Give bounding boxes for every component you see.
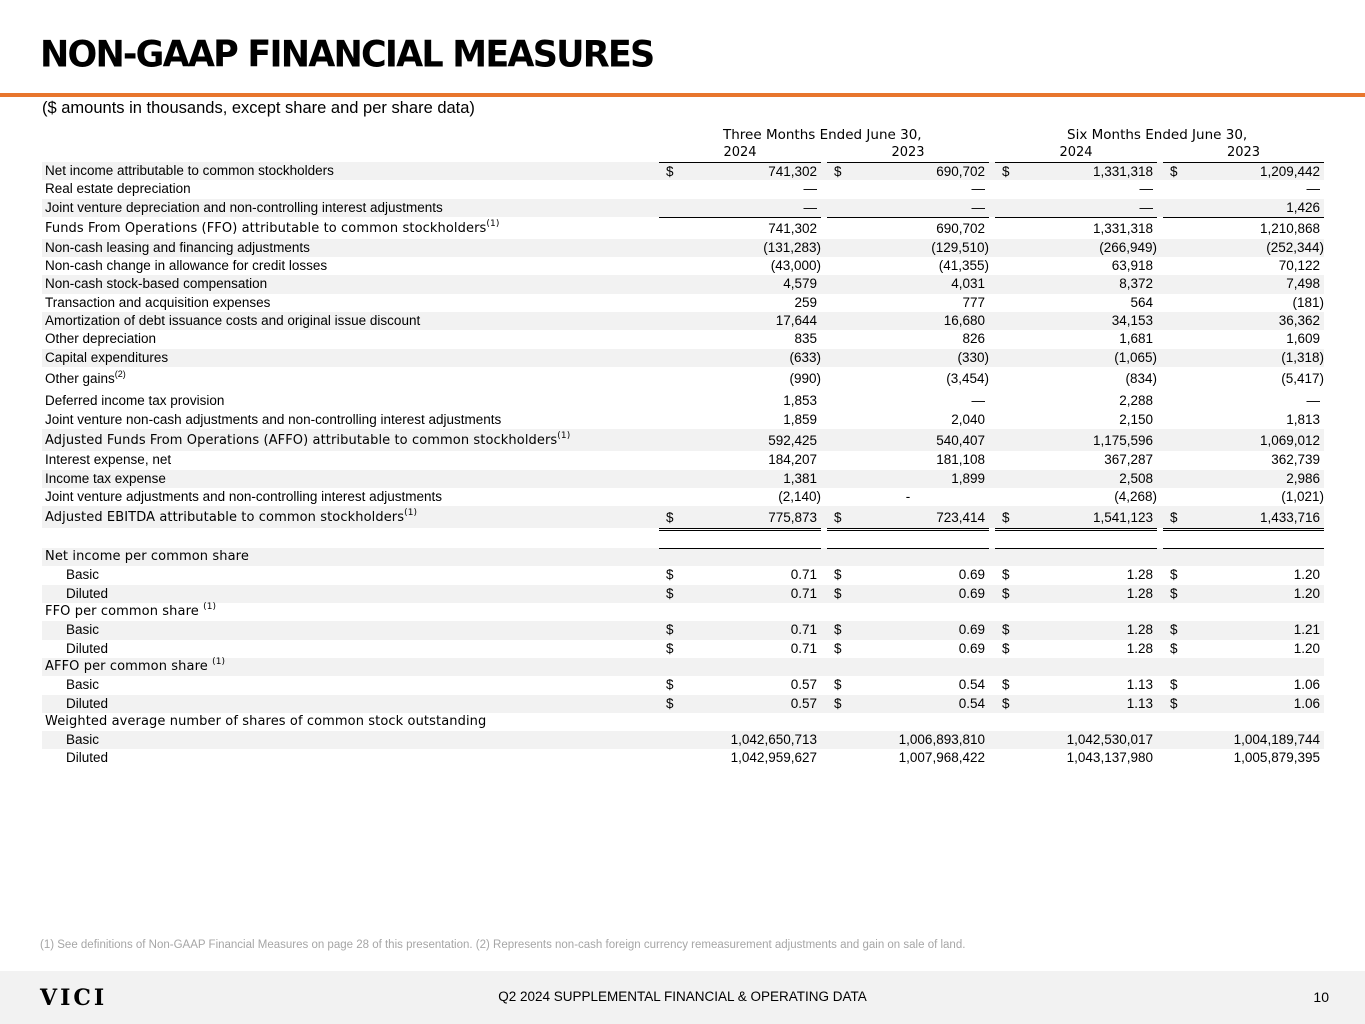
value-cell: — xyxy=(971,181,985,197)
value-cell: 1.28 xyxy=(1126,567,1153,583)
page-title: NON-GAAP FINANCIAL MEASURES xyxy=(40,34,654,76)
value-cell: 2,150 xyxy=(1119,411,1153,427)
row-label: Basic xyxy=(66,677,100,693)
row-label: Transaction and acquisition expenses xyxy=(45,294,271,310)
value-cell: - xyxy=(905,488,911,504)
value-cell: 0.69 xyxy=(958,585,985,601)
year-header: 2023 xyxy=(1226,145,1261,160)
section-label: Weighted average number of shares of common stock outstanding xyxy=(45,713,487,729)
currency-symbol: $ xyxy=(1170,567,1178,583)
value-cell: 1.06 xyxy=(1293,695,1320,711)
value-cell: 741,302 xyxy=(768,220,817,236)
subtitle: ($ amounts in thousands, except share and per share data) xyxy=(42,99,475,117)
footnote-ref: (1) xyxy=(203,602,217,613)
value-cell: 1.28 xyxy=(1126,622,1153,638)
value-cell: 0.69 xyxy=(958,567,985,583)
value-cell: 181,108 xyxy=(936,452,985,468)
row-label: Non-cash change in allowance for credit losses xyxy=(45,258,328,274)
vici-logo: VICI xyxy=(40,985,108,1011)
value-cell: (1,318) xyxy=(1281,349,1324,365)
value-cell: 0.69 xyxy=(958,640,985,656)
row-label: Basic xyxy=(66,622,100,638)
value-cell: 1,042,650,713 xyxy=(730,732,817,748)
value-cell: — xyxy=(1139,181,1153,197)
value-cell: — xyxy=(1306,181,1320,197)
value-cell: 1.13 xyxy=(1126,677,1153,693)
value-cell: (3,454) xyxy=(946,370,989,386)
value-cell: 1,433,716 xyxy=(1259,510,1320,526)
currency-symbol: $ xyxy=(1002,622,1010,638)
table-row xyxy=(42,217,1324,239)
value-cell: 1.06 xyxy=(1293,677,1320,693)
row-label: Diluted xyxy=(66,750,109,766)
value-cell: (2,140) xyxy=(778,488,821,504)
value-cell: 0.54 xyxy=(958,677,985,693)
value-cell: 8,372 xyxy=(1119,276,1153,292)
value-cell: 36,362 xyxy=(1278,313,1320,329)
value-cell: (266,949) xyxy=(1099,239,1157,255)
currency-symbol: $ xyxy=(1002,164,1010,179)
table-row xyxy=(42,621,1324,639)
value-cell: 4,031 xyxy=(951,276,985,292)
value-cell: 2,288 xyxy=(1119,392,1153,408)
value-cell: — xyxy=(803,199,817,215)
value-cell: 367,287 xyxy=(1104,452,1153,468)
row-label: Joint venture depreciation and non-controlling interest adjustments xyxy=(45,199,443,215)
value-cell: 1,426 xyxy=(1286,199,1320,215)
page-number: 10 xyxy=(1313,989,1329,1005)
table-row xyxy=(42,312,1324,330)
currency-symbol: $ xyxy=(834,695,842,711)
value-cell: 1,007,968,422 xyxy=(898,750,985,766)
table-row xyxy=(42,389,1324,411)
currency-symbol: $ xyxy=(1170,677,1178,693)
currency-symbol: $ xyxy=(1002,585,1010,601)
value-cell: (43,000) xyxy=(770,258,821,274)
value-cell: 1,043,137,980 xyxy=(1066,750,1153,766)
currency-symbol: $ xyxy=(666,622,674,638)
currency-symbol: $ xyxy=(1170,164,1178,179)
table-row xyxy=(42,676,1324,694)
row-label: Net income attributable to common stockholders xyxy=(45,163,334,178)
value-cell: 826 xyxy=(962,331,985,347)
value-cell: 2,040 xyxy=(951,411,985,427)
value-cell: 1.20 xyxy=(1293,585,1320,601)
value-cell: (633) xyxy=(789,349,821,365)
value-cell: 835 xyxy=(794,331,817,347)
table-row xyxy=(42,349,1324,367)
value-cell: 1.28 xyxy=(1126,585,1153,601)
value-cell: 1,042,530,017 xyxy=(1066,732,1153,748)
value-cell: 1.20 xyxy=(1293,567,1320,583)
row-label: Income tax expense xyxy=(45,470,166,486)
value-cell: 1,175,596 xyxy=(1092,433,1153,449)
value-cell: 16,680 xyxy=(943,313,985,329)
table-row xyxy=(42,451,1324,469)
value-cell: 1.13 xyxy=(1126,695,1153,711)
row-label: Basic xyxy=(66,732,100,748)
value-cell: 17,644 xyxy=(775,313,817,329)
value-cell: 1,853 xyxy=(783,392,817,408)
row-label: Real estate depreciation xyxy=(45,181,191,197)
value-cell: 1.21 xyxy=(1293,622,1320,638)
value-cell: (129,510) xyxy=(931,239,989,255)
value-cell: 690,702 xyxy=(936,220,985,236)
value-cell: (252,344) xyxy=(1266,239,1324,255)
row-label: Other depreciation xyxy=(45,331,157,347)
footnote-ref: (1) xyxy=(557,431,571,442)
value-cell: 540,407 xyxy=(936,433,985,449)
row-label: Other gains$^{(2)}$ xyxy=(45,368,126,386)
value-cell: 70,122 xyxy=(1278,258,1320,274)
table-row xyxy=(42,640,1324,658)
table-row xyxy=(42,275,1324,293)
row-label: Adjusted EBITDA attributable to common stockholders$^{(1)}$ xyxy=(45,508,418,526)
table-row xyxy=(42,411,1324,429)
footnote-ref: (1) xyxy=(212,656,226,667)
footnote-ref: (1) xyxy=(486,218,500,229)
table-row xyxy=(42,603,1324,621)
value-cell: 0.57 xyxy=(790,695,817,711)
footnote-ref: (1) xyxy=(404,508,418,519)
row-label: Interest expense, net xyxy=(45,452,172,468)
currency-symbol: $ xyxy=(666,640,674,656)
table-row xyxy=(42,294,1324,312)
table-row xyxy=(42,566,1324,584)
value-cell: 362,739 xyxy=(1271,452,1320,468)
value-cell: 0.54 xyxy=(958,695,985,711)
section-label: AFFO per common share $^{(1)}$ xyxy=(45,656,226,674)
year-header: 2023 xyxy=(891,145,925,160)
value-cell: (330) xyxy=(957,349,989,365)
table-row xyxy=(42,257,1324,275)
table-row xyxy=(42,488,1324,506)
value-cell: 4,579 xyxy=(783,276,817,292)
currency-symbol: $ xyxy=(666,695,674,711)
value-cell: (181) xyxy=(1292,294,1324,310)
currency-symbol: $ xyxy=(666,567,674,583)
row-label: Deferred income tax provision xyxy=(45,392,225,408)
value-cell: 1,006,893,810 xyxy=(898,732,985,748)
currency-symbol: $ xyxy=(1002,677,1010,693)
value-cell: — xyxy=(971,392,985,408)
value-cell: (4,268) xyxy=(1114,488,1157,504)
value-cell: 777 xyxy=(962,294,985,310)
value-cell: 0.71 xyxy=(790,585,817,601)
value-cell: 690,702 xyxy=(936,164,985,179)
row-label: Non-cash stock-based compensation xyxy=(45,276,268,292)
value-cell: 63,918 xyxy=(1111,258,1153,274)
currency-symbol: $ xyxy=(666,510,674,526)
row-label: Diluted xyxy=(66,585,109,601)
value-cell: (41,355) xyxy=(938,258,989,274)
table-row xyxy=(42,367,1324,389)
value-cell: 1,681 xyxy=(1119,331,1153,347)
currency-symbol: $ xyxy=(1002,567,1010,583)
section-label: FFO per common share $^{(1)}$ xyxy=(45,602,217,620)
value-cell: 1.28 xyxy=(1126,640,1153,656)
value-cell: 1,381 xyxy=(783,470,817,486)
currency-symbol: $ xyxy=(1002,510,1010,526)
value-cell: 1,209,442 xyxy=(1259,164,1320,179)
table-row xyxy=(42,695,1324,713)
currency-symbol: $ xyxy=(1002,640,1010,656)
value-cell: 592,425 xyxy=(768,433,817,449)
table-row xyxy=(42,749,1324,767)
year-header: 2024 xyxy=(723,145,757,160)
value-cell: (834) xyxy=(1125,370,1157,386)
footnote: (1) See definitions of Non-GAAP Financial Measures on page 28 of this presentation. (2) Represents non-cash foreign currency remeasurement adjustments and gain on sale of land. xyxy=(40,939,966,951)
section-label: Net income per common share xyxy=(45,549,249,565)
value-cell: 1,859 xyxy=(783,411,817,427)
spacer-row xyxy=(42,528,1324,548)
table-row xyxy=(42,506,1324,528)
value-cell: 0.71 xyxy=(790,567,817,583)
value-cell: 7,498 xyxy=(1286,276,1320,292)
value-cell: 1,005,879,395 xyxy=(1233,750,1320,766)
currency-symbol: $ xyxy=(1170,640,1178,656)
currency-symbol: $ xyxy=(834,585,842,601)
value-cell: — xyxy=(803,181,817,197)
value-cell: 0.57 xyxy=(790,677,817,693)
header-six-months: Six Months Ended June 30, xyxy=(1067,127,1248,143)
non-gaap-table xyxy=(42,162,1324,768)
value-cell: (990) xyxy=(789,370,821,386)
row-label: Basic xyxy=(66,567,100,583)
currency-symbol: $ xyxy=(1170,622,1178,638)
value-cell: 1,813 xyxy=(1286,411,1320,427)
value-cell: 1,069,012 xyxy=(1259,433,1320,449)
currency-symbol: $ xyxy=(666,585,674,601)
value-cell: 1,331,318 xyxy=(1092,164,1153,179)
table-row xyxy=(42,731,1324,749)
row-label: Amortization of debt issuance costs and original issue discount xyxy=(45,313,421,329)
value-cell: 1,004,189,744 xyxy=(1233,732,1320,748)
currency-symbol: $ xyxy=(666,677,674,693)
row-label: Adjusted Funds From Operations (AFFO) attributable to common stockholders$^{(1)}$ xyxy=(45,431,571,449)
table-row xyxy=(42,658,1324,676)
currency-symbol: $ xyxy=(834,640,842,656)
value-cell: 34,153 xyxy=(1111,313,1153,329)
row-label: Diluted xyxy=(66,640,109,656)
currency-symbol: $ xyxy=(834,677,842,693)
value-cell: 0.71 xyxy=(790,622,817,638)
currency-symbol: $ xyxy=(1170,695,1178,711)
table-row xyxy=(42,330,1324,348)
currency-symbol: $ xyxy=(834,510,842,526)
accent-rule xyxy=(0,93,1365,97)
value-cell: 0.71 xyxy=(790,640,817,656)
value-cell: (1,021) xyxy=(1281,488,1324,504)
currency-symbol: $ xyxy=(1170,585,1178,601)
value-cell: 1,042,959,627 xyxy=(730,750,817,766)
table-row xyxy=(42,470,1324,488)
value-cell: 0.69 xyxy=(958,622,985,638)
value-cell: 1,331,318 xyxy=(1092,220,1153,236)
table-row xyxy=(42,239,1324,257)
value-cell: — xyxy=(971,199,985,215)
value-cell: 2,986 xyxy=(1286,470,1320,486)
currency-symbol: $ xyxy=(834,622,842,638)
row-label: Joint venture adjustments and non-controlling interest adjustments xyxy=(45,488,442,504)
value-cell: (131,283) xyxy=(763,239,821,255)
header-three-months: Three Months Ended June 30, xyxy=(723,127,922,143)
currency-symbol: $ xyxy=(666,164,674,179)
value-cell: 1.20 xyxy=(1293,640,1320,656)
table-row xyxy=(42,713,1324,731)
row-label: Non-cash leasing and financing adjustments xyxy=(45,239,310,255)
value-cell: 1,899 xyxy=(951,470,985,486)
value-cell: 564 xyxy=(1130,294,1153,310)
table-row xyxy=(42,162,1324,180)
footer-title: Q2 2024 SUPPLEMENTAL FINANCIAL & OPERATING DATA xyxy=(498,989,867,1004)
table-row xyxy=(42,548,1324,566)
table-row xyxy=(42,180,1324,198)
value-cell: (1,065) xyxy=(1114,349,1157,365)
currency-symbol: $ xyxy=(1002,695,1010,711)
value-cell: 259 xyxy=(794,294,817,310)
value-cell: — xyxy=(1139,199,1153,215)
year-header: 2024 xyxy=(1059,145,1093,160)
row-label: Funds From Operations (FFO) attributable to common stockholders$^{(1)}$ xyxy=(45,218,500,236)
currency-symbol: $ xyxy=(1170,510,1178,526)
currency-symbol: $ xyxy=(834,164,842,179)
value-cell: — xyxy=(1306,392,1320,408)
value-cell: 184,207 xyxy=(768,452,817,468)
value-cell: 2,508 xyxy=(1119,470,1153,486)
table-row xyxy=(42,585,1324,603)
value-cell: 741,302 xyxy=(768,164,817,179)
row-label: Capital expenditures xyxy=(45,349,169,365)
currency-symbol: $ xyxy=(834,567,842,583)
value-cell: 1,210,868 xyxy=(1259,220,1320,236)
table-row xyxy=(42,199,1324,217)
table-row xyxy=(42,429,1324,451)
footnote-ref: (2) xyxy=(114,368,126,379)
value-cell: (5,417) xyxy=(1281,370,1324,386)
value-cell: 775,873 xyxy=(768,510,817,526)
value-cell: 1,541,123 xyxy=(1092,510,1153,526)
value-cell: 1,609 xyxy=(1286,331,1320,347)
value-cell: 723,414 xyxy=(936,510,985,526)
row-label: Joint venture non-cash adjustments and non-controlling interest adjustments xyxy=(45,411,502,427)
row-label: Diluted xyxy=(66,695,109,711)
